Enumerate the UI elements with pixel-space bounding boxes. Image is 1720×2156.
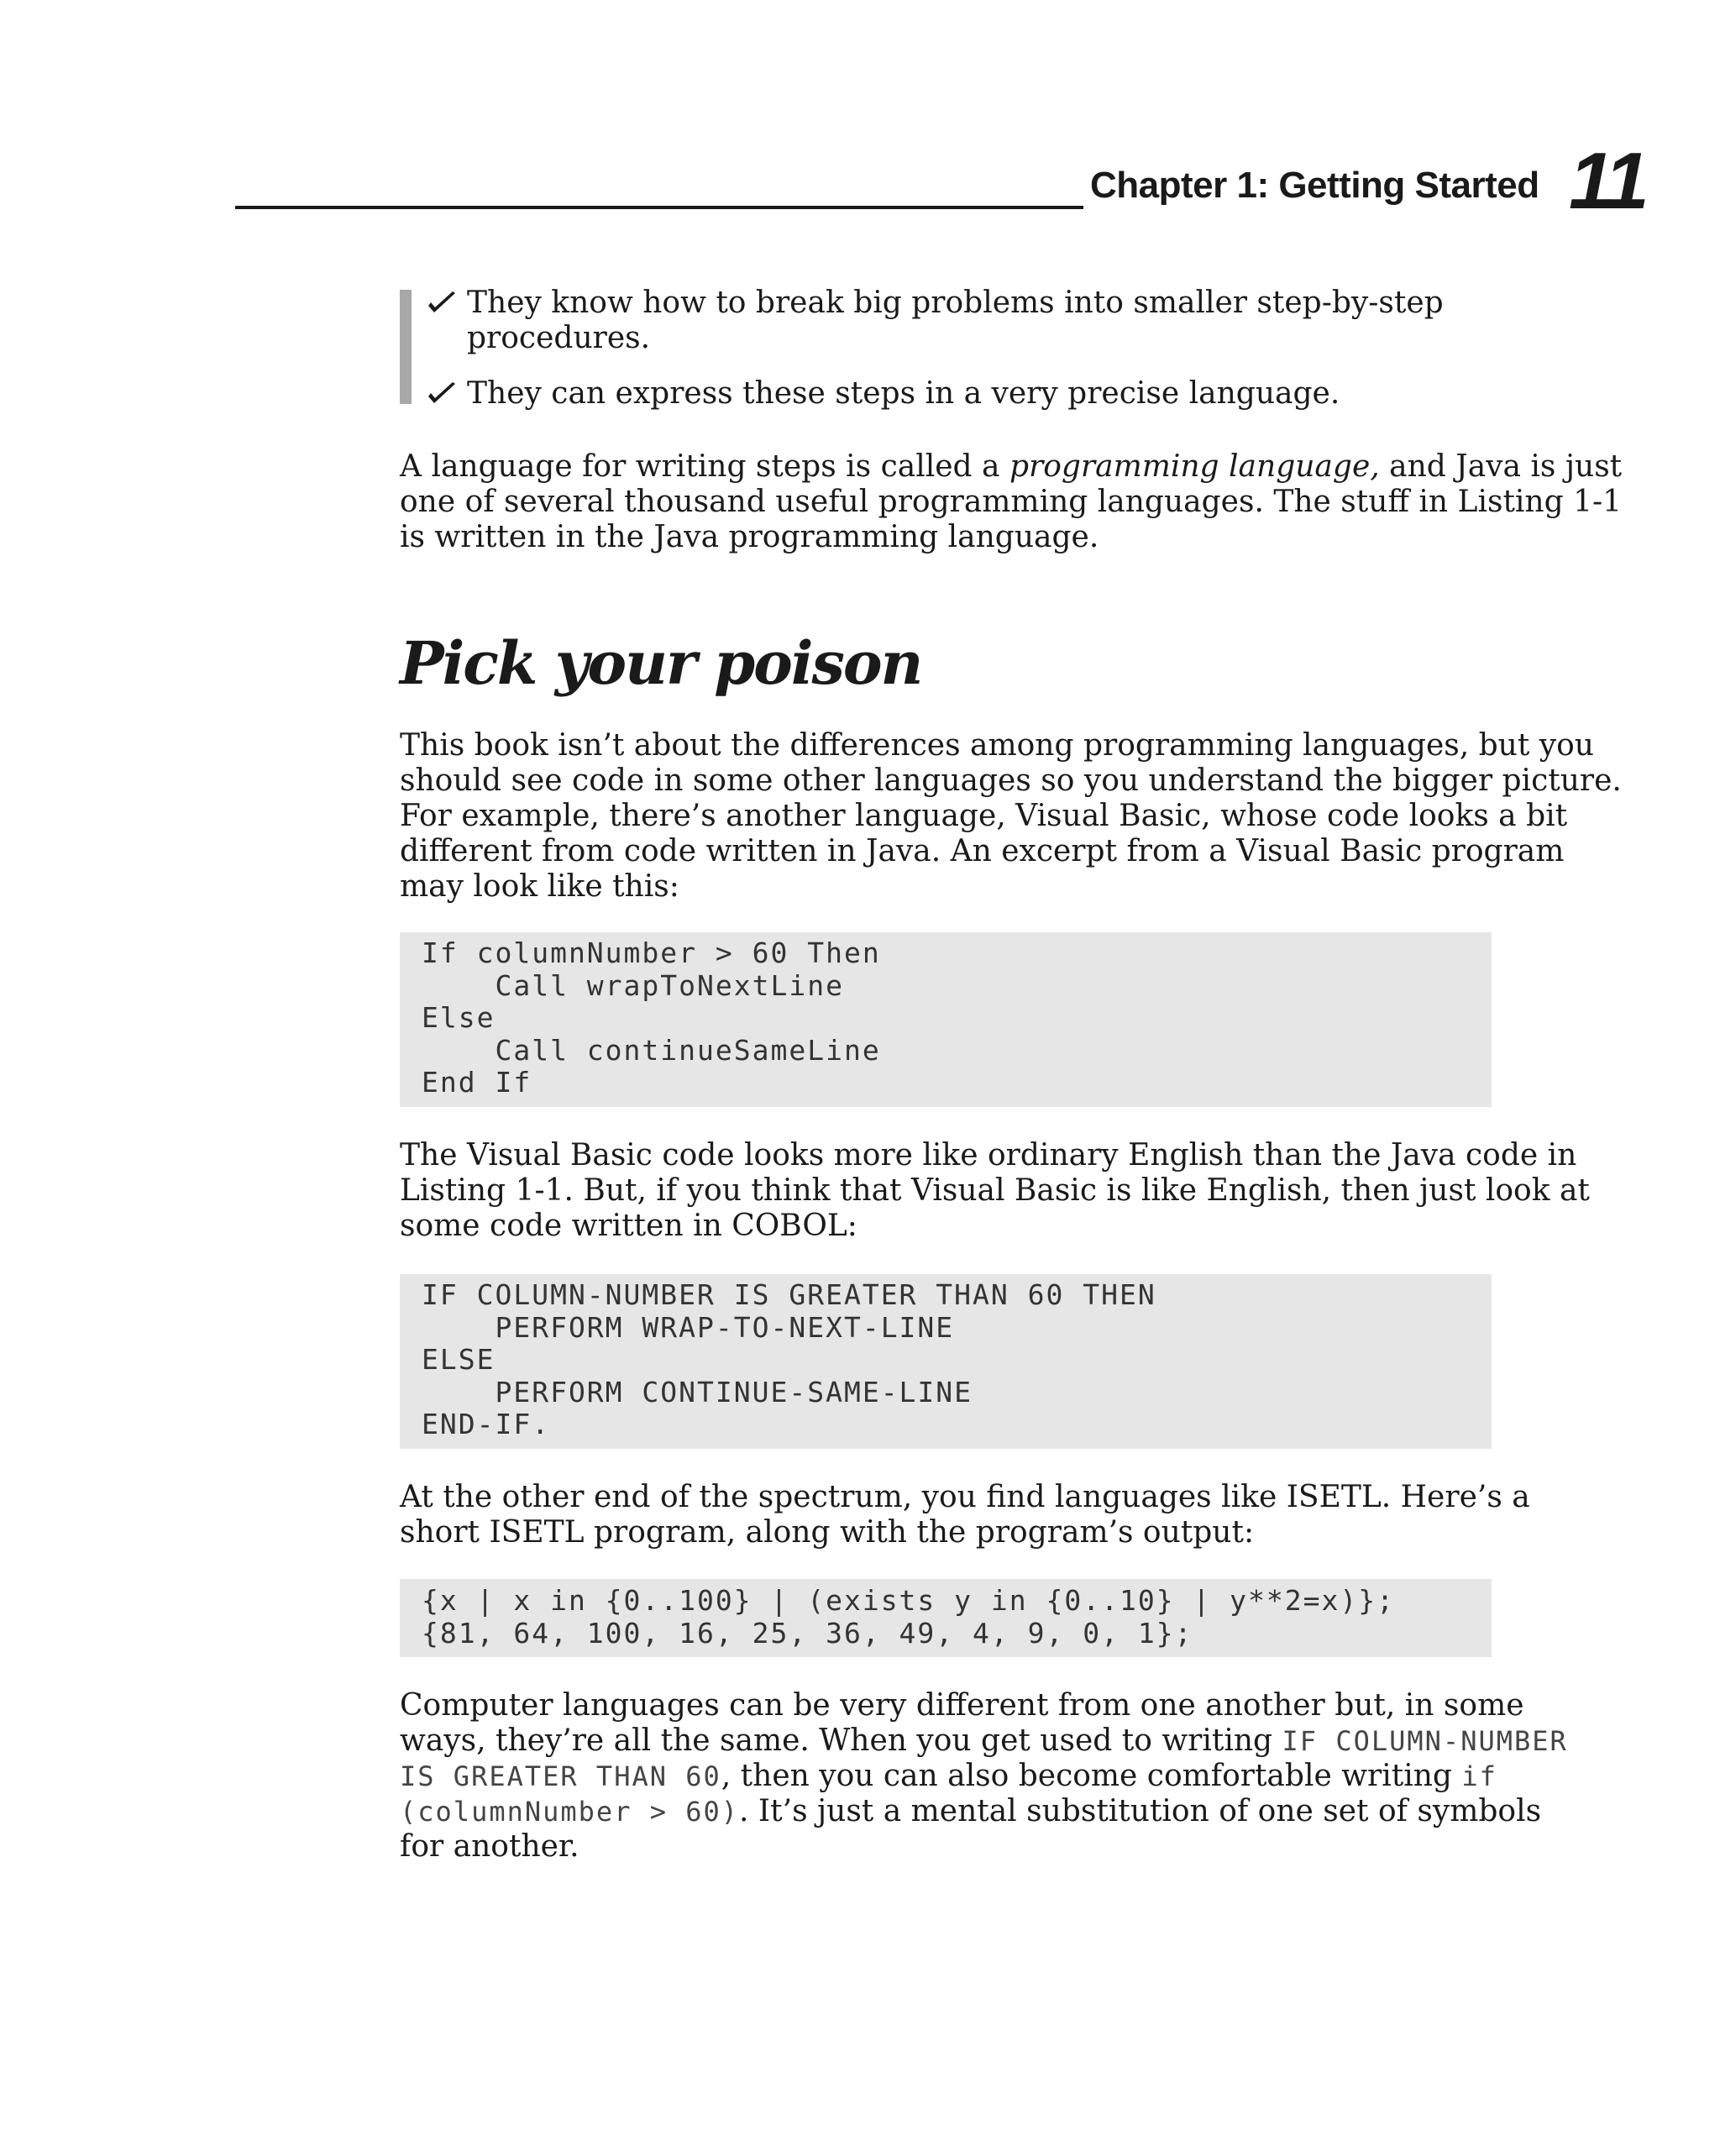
code-line: ELSE <box>422 1343 496 1376</box>
text-line <box>400 449 1623 485</box>
text-line: For example, there’s another language, Visual Basic, whose code looks a bit <box>400 799 1568 833</box>
bullet-sidebar-bar <box>400 290 412 404</box>
paragraph <box>400 449 1623 555</box>
checkmark-icon <box>427 381 457 407</box>
text-line: some code written in COBOL: <box>400 1209 857 1243</box>
text-line: for another. <box>400 1829 579 1864</box>
checkmark-icon <box>427 291 457 316</box>
code-block-visual-basic <box>400 932 1492 1107</box>
bullet-line: They can express these steps in a very precise language. <box>467 376 1340 411</box>
inline-code: IS GREATER THAN 60 <box>400 1760 721 1792</box>
inline-code: (columnNumber > 60) <box>400 1796 740 1828</box>
text-run: A language for writing steps is called a <box>400 449 1009 484</box>
code-line: Call continueSameLine <box>422 1033 881 1067</box>
code-line: PERFORM WRAP-TO-NEXT-LINE <box>422 1310 955 1344</box>
code-line: Call wrapToNextLine <box>422 968 844 1002</box>
text-line: At the other end of the spectrum, you find languages like ISETL. Here’s a <box>400 1480 1530 1514</box>
text-line <box>400 1759 1497 1794</box>
code-line: {81, 64, 100, 16, 25, 36, 49, 4, 9, 0, 1}; <box>422 1616 1193 1650</box>
code-line: End If <box>422 1066 532 1099</box>
code-line: {x | x in {0..100} | (exists y in {0..10} | y**2=x)}; <box>422 1584 1395 1617</box>
code-line: If columnNumber > 60 Then <box>422 936 881 969</box>
code-block-cobol <box>400 1274 1492 1449</box>
section-heading: Pick your poison <box>400 628 922 698</box>
text-run: ways, they’re all the same. When you get used to writing <box>400 1723 1282 1758</box>
text-run: . It’s just a mental substitution of one set of symbols <box>739 1794 1542 1828</box>
text-line: Listing 1-1. But, if you think that Visual Basic is like English, then just look at <box>400 1173 1590 1208</box>
text-line <box>400 1723 1568 1759</box>
bullet-text <box>467 286 1444 356</box>
code-line: IF COLUMN-NUMBER IS GREATER THAN 60 THEN <box>422 1278 1156 1311</box>
text-line: Computer languages can be very different from one another but, in some <box>400 1688 1524 1723</box>
paragraph <box>400 1138 1590 1244</box>
code-line: Else <box>422 1001 496 1034</box>
paragraph <box>400 1480 1530 1550</box>
page-number: 11 <box>1569 136 1646 226</box>
code-line: PERFORM CONTINUE-SAME-LINE <box>422 1375 973 1408</box>
code-line: END-IF. <box>422 1408 551 1440</box>
text-line <box>400 1794 1542 1829</box>
text-run: and Java is just <box>1379 449 1623 484</box>
bullet-line: They know how to break big problems into smaller step-by-step <box>467 286 1444 320</box>
bullet-line: procedures. <box>467 321 651 355</box>
text-line: This book isn’t about the differences among programming languages, but you <box>400 728 1594 763</box>
paragraph <box>400 1688 1568 1865</box>
inline-code: if <box>1461 1760 1497 1792</box>
running-head: Chapter 1: Getting Started <box>1090 165 1539 206</box>
bullet-text <box>467 376 1340 412</box>
paragraph <box>400 728 1622 905</box>
text-line: one of several thousand useful programming languages. The stuff in Listing 1-1 <box>400 485 1623 519</box>
code-block-isetl <box>400 1579 1492 1657</box>
text-line: different from code written in Java. An excerpt from a Visual Basic program <box>400 834 1565 868</box>
text-line: should see code in some other languages so you understand the bigger picture. <box>400 763 1622 798</box>
text-line: may look like this: <box>400 869 679 904</box>
text-line: The Visual Basic code looks more like ordinary English than the Java code in <box>400 1138 1577 1172</box>
inline-code: IF COLUMN-NUMBER <box>1282 1725 1568 1757</box>
emphasis-term: programming language, <box>1009 449 1380 484</box>
text-run: , then you can also become comfortable writing <box>721 1759 1462 1793</box>
header-rule <box>235 206 1083 209</box>
text-line: is written in the Java programming language. <box>400 520 1099 554</box>
text-line: short ISETL program, along with the program’s output: <box>400 1515 1255 1550</box>
